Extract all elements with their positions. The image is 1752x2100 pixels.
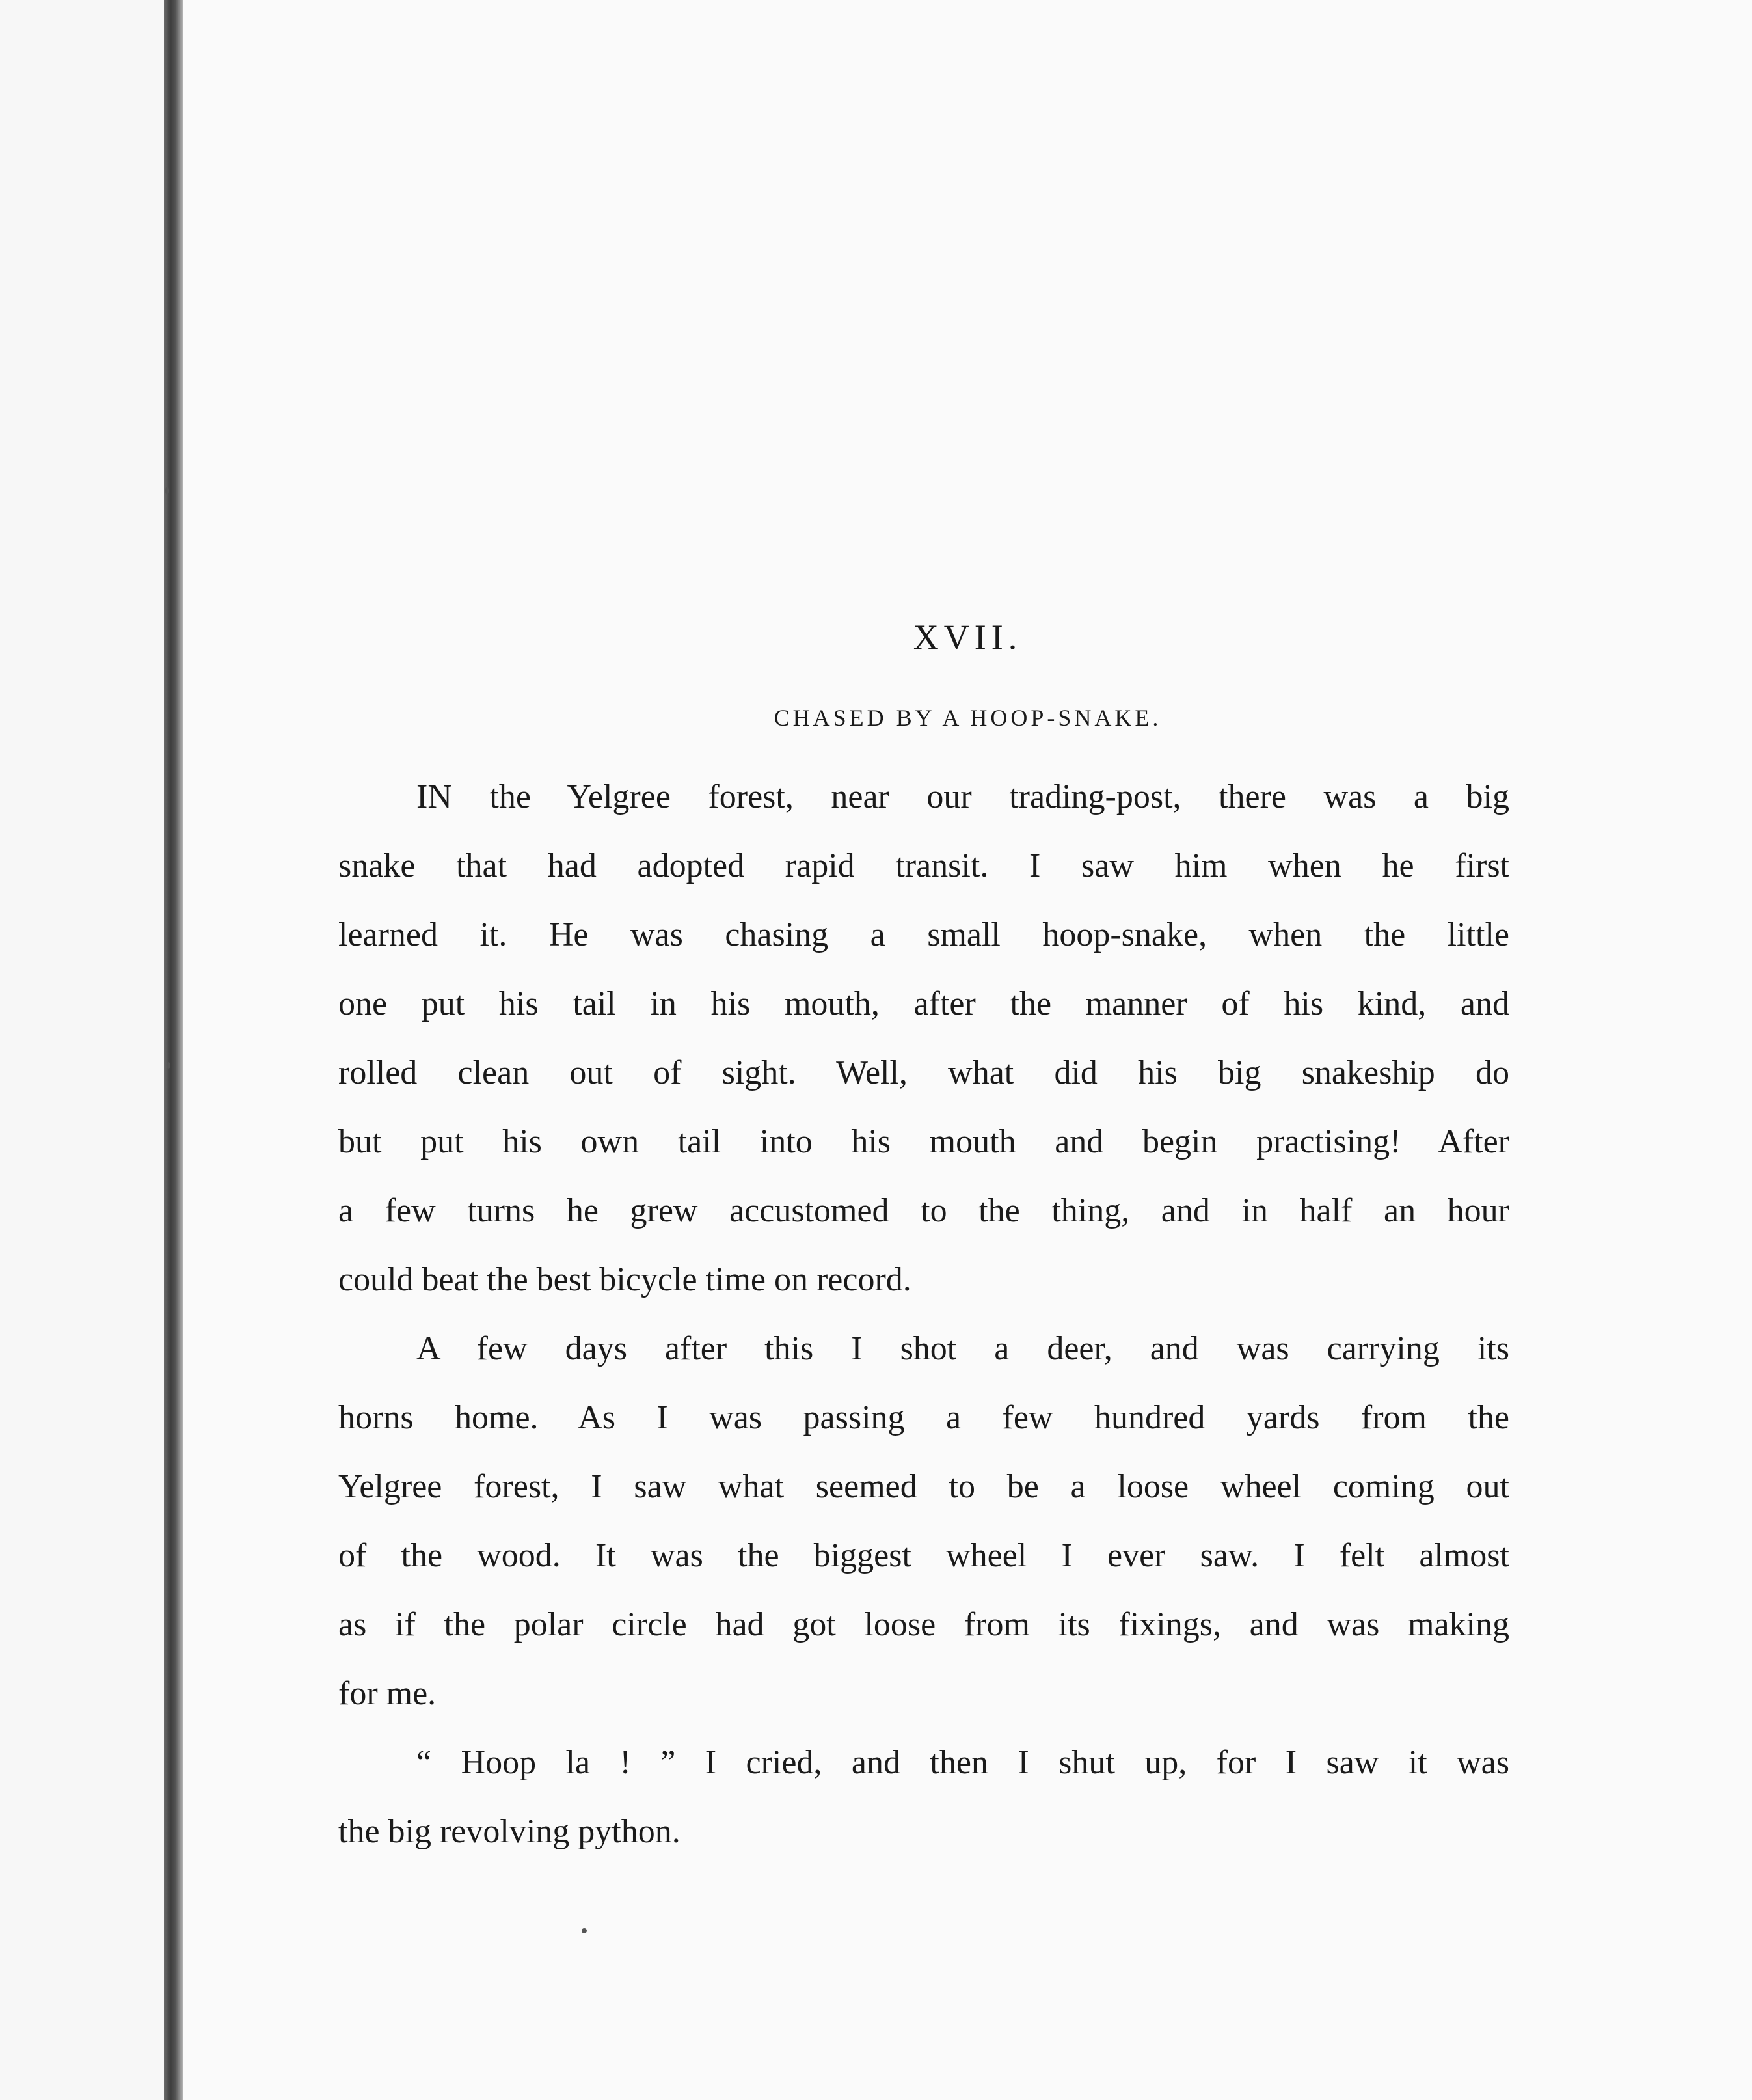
text-line: learned it. He was chasing a small hoop-snake, when the little: [338, 916, 1509, 953]
ink-speck: [582, 1928, 587, 1933]
text-line: one put his tail in his mouth, after the manner of his kind, and: [338, 985, 1509, 1022]
text-line: the big revolving python.: [338, 1813, 681, 1850]
text-line: as if the polar circle had got loose from its fixings, and was making: [338, 1606, 1509, 1643]
text-line: a few turns he grew accustomed to the thing, and in half an hour: [338, 1192, 1509, 1229]
text-line: for me.: [338, 1675, 437, 1712]
left-margin: [0, 0, 164, 2100]
text-line: IN the Yelgree forest, near our trading-post, there was a big: [416, 778, 1509, 815]
book-spine-edge: [164, 0, 183, 2100]
text-line: rolled clean out of sight. Well, what did his big snakeship do: [338, 1054, 1509, 1091]
paragraph-2: [338, 1315, 1509, 1728]
ink-speck: [165, 487, 169, 495]
chapter-number: XVII.: [913, 618, 1023, 657]
text-line: could beat the best bicycle time on record.: [338, 1261, 911, 1298]
ink-speck: [167, 1062, 170, 1069]
text-line: Yelgree forest, I saw what seemed to be a loose wheel coming out: [338, 1468, 1509, 1505]
paragraph-3: [338, 1728, 1509, 1866]
paragraph-1: [338, 763, 1509, 1315]
text-line: snake that had adopted rapid transit. I saw him when he first: [338, 847, 1509, 884]
text-line: A few days after this I shot a deer, and was carrying its: [416, 1330, 1509, 1367]
text-line: of the wood. It was the biggest wheel I ever saw. I felt almost: [338, 1537, 1509, 1574]
text-line: “ Hoop la ! ” I cried, and then I shut up, for I saw it was: [416, 1744, 1509, 1781]
text-line: horns home. As I was passing a few hundred yards from the: [338, 1399, 1509, 1436]
body-text: [338, 763, 1509, 1866]
text-line: but put his own tail into his mouth and begin practising! After: [338, 1123, 1509, 1160]
chapter-title: CHASED BY A HOOP-SNAKE.: [774, 705, 1162, 731]
